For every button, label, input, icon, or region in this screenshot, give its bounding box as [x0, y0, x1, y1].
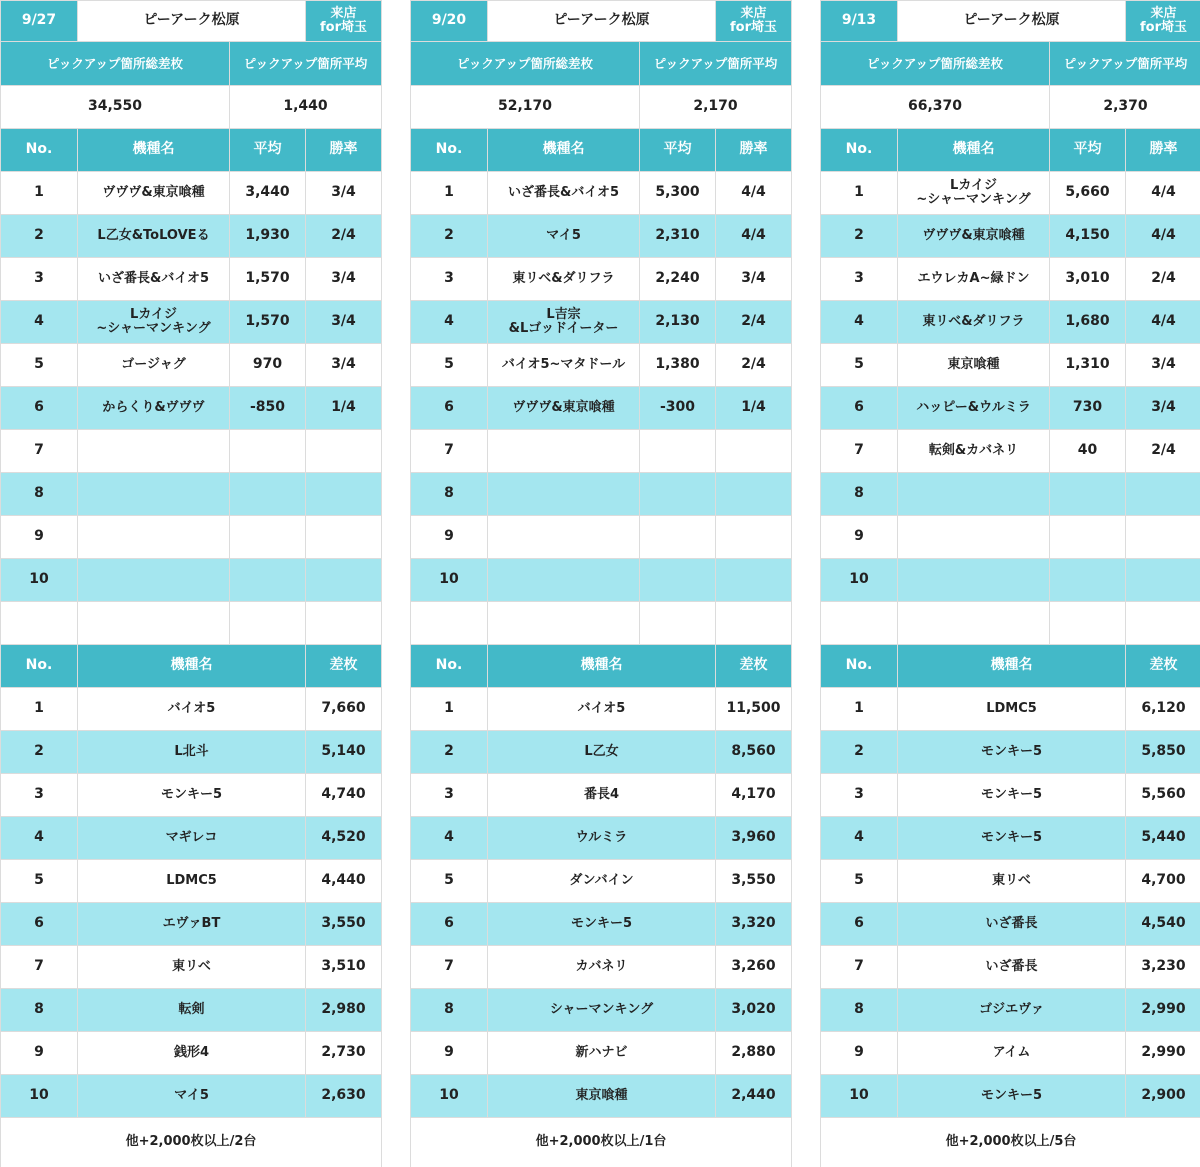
col-header-no: No.	[411, 129, 487, 171]
model-row-win: 3/4	[1126, 387, 1200, 429]
model-row-no: 8	[411, 473, 487, 515]
pickup-avg-header: ピックアップ箇所平均	[230, 42, 381, 85]
model-row-win: 3/4	[306, 301, 381, 343]
spacer-cell	[78, 602, 229, 644]
model-row-name: 東京喰種	[898, 344, 1049, 386]
model-row-avg: 2,130	[640, 301, 715, 343]
rank-row-diff: 4,170	[716, 774, 791, 816]
model-row-avg: 1,380	[640, 344, 715, 386]
model-row-win: 4/4	[716, 215, 791, 257]
rank-row-diff: 11,500	[716, 688, 791, 730]
rank-row-name: 新ハナビ	[488, 1032, 715, 1074]
model-row-avg	[1050, 516, 1125, 558]
model-row-no: 1	[1, 172, 77, 214]
store-name: ピーアーク松原	[78, 1, 305, 41]
model-row-name: いざ番長&バイオ5	[78, 258, 229, 300]
model-row-avg	[230, 473, 305, 515]
model-row-name: いざ番長&バイオ5	[488, 172, 639, 214]
rank-row-no: 7	[411, 946, 487, 988]
rank-row-no: 7	[1, 946, 77, 988]
rank-header-no: No.	[821, 645, 897, 687]
rank-row-no: 1	[821, 688, 897, 730]
model-row-win: 3/4	[1126, 344, 1200, 386]
model-row-name: 東リベ&ダリフラ	[898, 301, 1049, 343]
pickup-total-header: ピックアップ箇所総差枚	[411, 42, 639, 85]
model-row-avg	[640, 430, 715, 472]
rank-row-diff: 3,260	[716, 946, 791, 988]
rank-header-machine: 機種名	[78, 645, 305, 687]
rank-row-diff: 2,900	[1126, 1075, 1200, 1117]
rank-row-name: アイム	[898, 1032, 1125, 1074]
model-row-win: 4/4	[1126, 301, 1200, 343]
rank-row-name: カバネリ	[488, 946, 715, 988]
pickup-avg-value: 2,370	[1050, 86, 1200, 128]
spacer-cell	[1126, 602, 1200, 644]
model-row-name: からくり&ヴヴヴ	[78, 387, 229, 429]
rank-row-name: 銭形4	[78, 1032, 305, 1074]
panel-0920	[411, 0, 791, 1167]
model-row-no: 5	[411, 344, 487, 386]
rank-row-name: いざ番長	[898, 946, 1125, 988]
model-row-name	[488, 516, 639, 558]
rank-row-diff: 2,990	[1126, 989, 1200, 1031]
rank-row-no: 8	[821, 989, 897, 1031]
spacer-cell	[640, 602, 715, 644]
rank-row-diff: 4,520	[306, 817, 381, 859]
footer-note: 他+2,000枚以上/1台	[411, 1118, 791, 1167]
col-header-machine: 機種名	[78, 129, 229, 171]
rank-row-name: モンキー5	[488, 903, 715, 945]
col-header-win: 勝率	[1126, 129, 1200, 171]
model-row-win	[716, 559, 791, 601]
panel-0913	[821, 0, 1200, 1167]
col-header-no: No.	[821, 129, 897, 171]
rank-header-diff: 差枚	[306, 645, 381, 687]
model-row-name	[78, 430, 229, 472]
spacer-cell	[306, 602, 381, 644]
model-row-win	[716, 516, 791, 558]
date-cell: 9/27	[1, 1, 77, 41]
model-row-no: 4	[411, 301, 487, 343]
rank-row-no: 8	[411, 989, 487, 1031]
model-row-no: 2	[411, 215, 487, 257]
model-row-name: ハッピー&ウルミラ	[898, 387, 1049, 429]
rank-row-no: 9	[411, 1032, 487, 1074]
rank-row-name: ゴジエヴァ	[898, 989, 1125, 1031]
model-row-avg: 5,660	[1050, 172, 1125, 214]
model-row-name: ヴヴヴ&東京喰種	[898, 215, 1049, 257]
model-row-avg: -850	[230, 387, 305, 429]
visit-badge: 来店 for埼玉	[716, 1, 791, 41]
rank-row-name: モンキー5	[898, 731, 1125, 773]
col-header-avg: 平均	[230, 129, 305, 171]
rank-row-name: モンキー5	[898, 1075, 1125, 1117]
model-row-no: 2	[1, 215, 77, 257]
rank-row-diff: 4,440	[306, 860, 381, 902]
rank-row-diff: 3,550	[716, 860, 791, 902]
rank-row-name: バイオ5	[488, 688, 715, 730]
model-row-win	[306, 430, 381, 472]
rank-row-diff: 3,510	[306, 946, 381, 988]
rank-row-no: 2	[1, 731, 77, 773]
model-row-no: 3	[1, 258, 77, 300]
model-row-name	[488, 430, 639, 472]
model-row-no: 8	[821, 473, 897, 515]
model-row-no: 3	[821, 258, 897, 300]
model-row-name	[488, 559, 639, 601]
rank-row-name: 東リベ	[898, 860, 1125, 902]
model-row-name: L吉宗 &Lゴッドイーター	[488, 301, 639, 343]
rank-row-no: 2	[411, 731, 487, 773]
column-gap	[382, 0, 410, 1167]
rank-row-name: LDMC5	[78, 860, 305, 902]
rank-row-no: 9	[821, 1032, 897, 1074]
rank-row-no: 7	[821, 946, 897, 988]
rank-header-diff: 差枚	[716, 645, 791, 687]
rank-row-diff: 5,560	[1126, 774, 1200, 816]
model-row-no: 4	[821, 301, 897, 343]
store-name: ピーアーク松原	[488, 1, 715, 41]
model-row-avg: 730	[1050, 387, 1125, 429]
rank-row-no: 10	[821, 1075, 897, 1117]
rank-header-diff: 差枚	[1126, 645, 1200, 687]
spacer-cell	[1, 602, 77, 644]
rank-row-no: 3	[411, 774, 487, 816]
model-row-win	[306, 559, 381, 601]
rank-row-name: モンキー5	[898, 817, 1125, 859]
model-row-avg: 1,570	[230, 258, 305, 300]
rank-row-no: 8	[1, 989, 77, 1031]
model-row-no: 6	[1, 387, 77, 429]
model-row-no: 7	[821, 430, 897, 472]
model-row-no: 1	[411, 172, 487, 214]
rank-row-no: 3	[1, 774, 77, 816]
model-row-no: 9	[411, 516, 487, 558]
model-row-avg: 1,930	[230, 215, 305, 257]
rank-row-name: バイオ5	[78, 688, 305, 730]
model-row-avg: -300	[640, 387, 715, 429]
model-row-win: 1/4	[716, 387, 791, 429]
spacer-cell	[716, 602, 791, 644]
rank-header-no: No.	[411, 645, 487, 687]
model-row-avg: 2,240	[640, 258, 715, 300]
col-header-avg: 平均	[1050, 129, 1125, 171]
model-row-win: 4/4	[1126, 215, 1200, 257]
model-row-name: ゴージャグ	[78, 344, 229, 386]
col-header-machine: 機種名	[488, 129, 639, 171]
model-row-avg: 2,310	[640, 215, 715, 257]
pickup-total-value: 66,370	[821, 86, 1049, 128]
model-row-avg	[640, 516, 715, 558]
rank-row-diff: 3,230	[1126, 946, 1200, 988]
rank-row-diff: 3,550	[306, 903, 381, 945]
spacer-cell	[1050, 602, 1125, 644]
model-row-win: 2/4	[1126, 258, 1200, 300]
model-row-name	[898, 473, 1049, 515]
model-row-no: 7	[1, 430, 77, 472]
rank-row-diff: 3,960	[716, 817, 791, 859]
pickup-avg-value: 1,440	[230, 86, 381, 128]
rank-row-diff: 3,320	[716, 903, 791, 945]
rank-row-diff: 4,540	[1126, 903, 1200, 945]
rank-row-no: 9	[1, 1032, 77, 1074]
rank-row-diff: 4,740	[306, 774, 381, 816]
rank-header-no: No.	[1, 645, 77, 687]
pickup-avg-header: ピックアップ箇所平均	[1050, 42, 1200, 85]
footer-note: 他+2,000枚以上/2台	[1, 1118, 381, 1167]
model-row-win	[1126, 516, 1200, 558]
rank-row-no: 5	[411, 860, 487, 902]
model-row-win: 1/4	[306, 387, 381, 429]
model-row-win	[716, 473, 791, 515]
model-row-no: 7	[411, 430, 487, 472]
model-row-avg: 1,310	[1050, 344, 1125, 386]
rank-row-diff: 7,660	[306, 688, 381, 730]
rank-row-no: 6	[411, 903, 487, 945]
model-row-name	[78, 473, 229, 515]
model-row-name: エウレカA~緑ドン	[898, 258, 1049, 300]
model-row-avg: 4,150	[1050, 215, 1125, 257]
rank-row-no: 10	[1, 1075, 77, 1117]
model-row-no: 6	[411, 387, 487, 429]
model-row-win: 2/4	[1126, 430, 1200, 472]
spacer-cell	[230, 602, 305, 644]
model-row-avg: 40	[1050, 430, 1125, 472]
rank-row-diff: 8,560	[716, 731, 791, 773]
rank-row-no: 3	[821, 774, 897, 816]
rank-row-no: 1	[1, 688, 77, 730]
col-header-avg: 平均	[640, 129, 715, 171]
model-row-win	[306, 516, 381, 558]
rank-row-no: 6	[821, 903, 897, 945]
model-row-name: 転剣&カバネリ	[898, 430, 1049, 472]
pickup-total-header: ピックアップ箇所総差枚	[1, 42, 229, 85]
col-header-win: 勝率	[306, 129, 381, 171]
rank-row-no: 2	[821, 731, 897, 773]
model-row-avg: 970	[230, 344, 305, 386]
rank-row-no: 4	[411, 817, 487, 859]
rank-row-name: L乙女	[488, 731, 715, 773]
rank-row-diff: 3,020	[716, 989, 791, 1031]
model-row-win	[306, 473, 381, 515]
rank-row-name: モンキー5	[78, 774, 305, 816]
column-gap	[792, 0, 820, 1167]
rank-row-diff: 2,630	[306, 1075, 381, 1117]
model-row-avg: 5,300	[640, 172, 715, 214]
model-row-avg	[640, 559, 715, 601]
rank-row-diff: 2,990	[1126, 1032, 1200, 1074]
pickup-total-value: 52,170	[411, 86, 639, 128]
rank-row-name: マギレコ	[78, 817, 305, 859]
rank-header-machine: 機種名	[898, 645, 1125, 687]
rank-row-name: エヴァBT	[78, 903, 305, 945]
rank-row-diff: 2,880	[716, 1032, 791, 1074]
model-row-avg: 3,440	[230, 172, 305, 214]
model-row-no: 9	[1, 516, 77, 558]
model-row-name: Lカイジ ~シャーマンキング	[78, 301, 229, 343]
date-cell: 9/13	[821, 1, 897, 41]
model-row-name	[78, 559, 229, 601]
model-row-avg	[1050, 559, 1125, 601]
model-row-no: 10	[821, 559, 897, 601]
model-row-no: 6	[821, 387, 897, 429]
rank-row-no: 10	[411, 1075, 487, 1117]
model-row-avg: 1,570	[230, 301, 305, 343]
model-row-win: 2/4	[716, 301, 791, 343]
col-header-win: 勝率	[716, 129, 791, 171]
model-row-avg	[230, 559, 305, 601]
model-row-win	[716, 430, 791, 472]
model-row-name	[488, 473, 639, 515]
rank-row-diff: 4,700	[1126, 860, 1200, 902]
model-row-no: 1	[821, 172, 897, 214]
model-row-name: L乙女&ToLOVEる	[78, 215, 229, 257]
model-row-name: 東リベ&ダリフラ	[488, 258, 639, 300]
rank-row-no: 4	[1, 817, 77, 859]
rank-row-name: マイ5	[78, 1075, 305, 1117]
model-row-win: 3/4	[306, 258, 381, 300]
model-row-name	[898, 559, 1049, 601]
model-row-no: 9	[821, 516, 897, 558]
rank-row-name: 東京喰種	[488, 1075, 715, 1117]
model-row-name: バイオ5~マタドール	[488, 344, 639, 386]
col-header-no: No.	[1, 129, 77, 171]
model-row-name: ヴヴヴ&東京喰種	[488, 387, 639, 429]
pickup-avg-header: ピックアップ箇所平均	[640, 42, 791, 85]
rank-row-name: モンキー5	[898, 774, 1125, 816]
pickup-total-header: ピックアップ箇所総差枚	[821, 42, 1049, 85]
model-row-win: 2/4	[716, 344, 791, 386]
spacer-cell	[411, 602, 487, 644]
date-cell: 9/20	[411, 1, 487, 41]
rank-row-no: 5	[1, 860, 77, 902]
rank-row-diff: 2,980	[306, 989, 381, 1031]
model-row-name: マイ5	[488, 215, 639, 257]
pickup-total-value: 34,550	[1, 86, 229, 128]
pickup-avg-value: 2,170	[640, 86, 791, 128]
rank-header-machine: 機種名	[488, 645, 715, 687]
visit-badge: 来店 for埼玉	[1126, 1, 1200, 41]
rank-row-no: 4	[821, 817, 897, 859]
spacer-cell	[821, 602, 897, 644]
model-row-no: 5	[1, 344, 77, 386]
model-row-name: ヴヴヴ&東京喰種	[78, 172, 229, 214]
rank-row-no: 5	[821, 860, 897, 902]
rank-row-name: ウルミラ	[488, 817, 715, 859]
rank-row-no: 1	[411, 688, 487, 730]
model-row-no: 10	[1, 559, 77, 601]
model-row-name: Lカイジ ~シャーマンキング	[898, 172, 1049, 214]
visit-badge: 来店 for埼玉	[306, 1, 381, 41]
model-row-win: 3/4	[306, 344, 381, 386]
rank-row-diff: 5,140	[306, 731, 381, 773]
rank-row-diff: 2,730	[306, 1032, 381, 1074]
rank-row-name: ダンバイン	[488, 860, 715, 902]
model-row-avg	[640, 473, 715, 515]
rank-row-no: 6	[1, 903, 77, 945]
model-row-win: 3/4	[716, 258, 791, 300]
model-row-no: 5	[821, 344, 897, 386]
model-row-win: 2/4	[306, 215, 381, 257]
rank-row-name: 番長4	[488, 774, 715, 816]
model-row-win	[1126, 559, 1200, 601]
model-row-avg	[1050, 473, 1125, 515]
rank-row-name: 東リベ	[78, 946, 305, 988]
model-row-avg: 1,680	[1050, 301, 1125, 343]
model-row-no: 3	[411, 258, 487, 300]
rank-row-name: 転剣	[78, 989, 305, 1031]
model-row-win: 3/4	[306, 172, 381, 214]
rank-row-diff: 6,120	[1126, 688, 1200, 730]
model-row-no: 2	[821, 215, 897, 257]
model-row-avg	[230, 430, 305, 472]
spacer-cell	[488, 602, 639, 644]
model-row-no: 4	[1, 301, 77, 343]
spacer-cell	[898, 602, 1049, 644]
rank-row-name: シャーマンキング	[488, 989, 715, 1031]
rank-row-name: LDMC5	[898, 688, 1125, 730]
model-row-avg: 3,010	[1050, 258, 1125, 300]
rank-row-name: L北斗	[78, 731, 305, 773]
model-row-name	[898, 516, 1049, 558]
model-row-no: 10	[411, 559, 487, 601]
rank-row-diff: 2,440	[716, 1075, 791, 1117]
rank-row-diff: 5,850	[1126, 731, 1200, 773]
model-row-win: 4/4	[716, 172, 791, 214]
panel-0927	[1, 0, 381, 1167]
model-row-name	[78, 516, 229, 558]
rank-row-name: いざ番長	[898, 903, 1125, 945]
model-row-no: 8	[1, 473, 77, 515]
rank-row-diff: 5,440	[1126, 817, 1200, 859]
model-row-win	[1126, 473, 1200, 515]
col-header-machine: 機種名	[898, 129, 1049, 171]
model-row-win: 4/4	[1126, 172, 1200, 214]
model-row-avg	[230, 516, 305, 558]
footer-note: 他+2,000枚以上/5台	[821, 1118, 1200, 1167]
store-name: ピーアーク松原	[898, 1, 1125, 41]
